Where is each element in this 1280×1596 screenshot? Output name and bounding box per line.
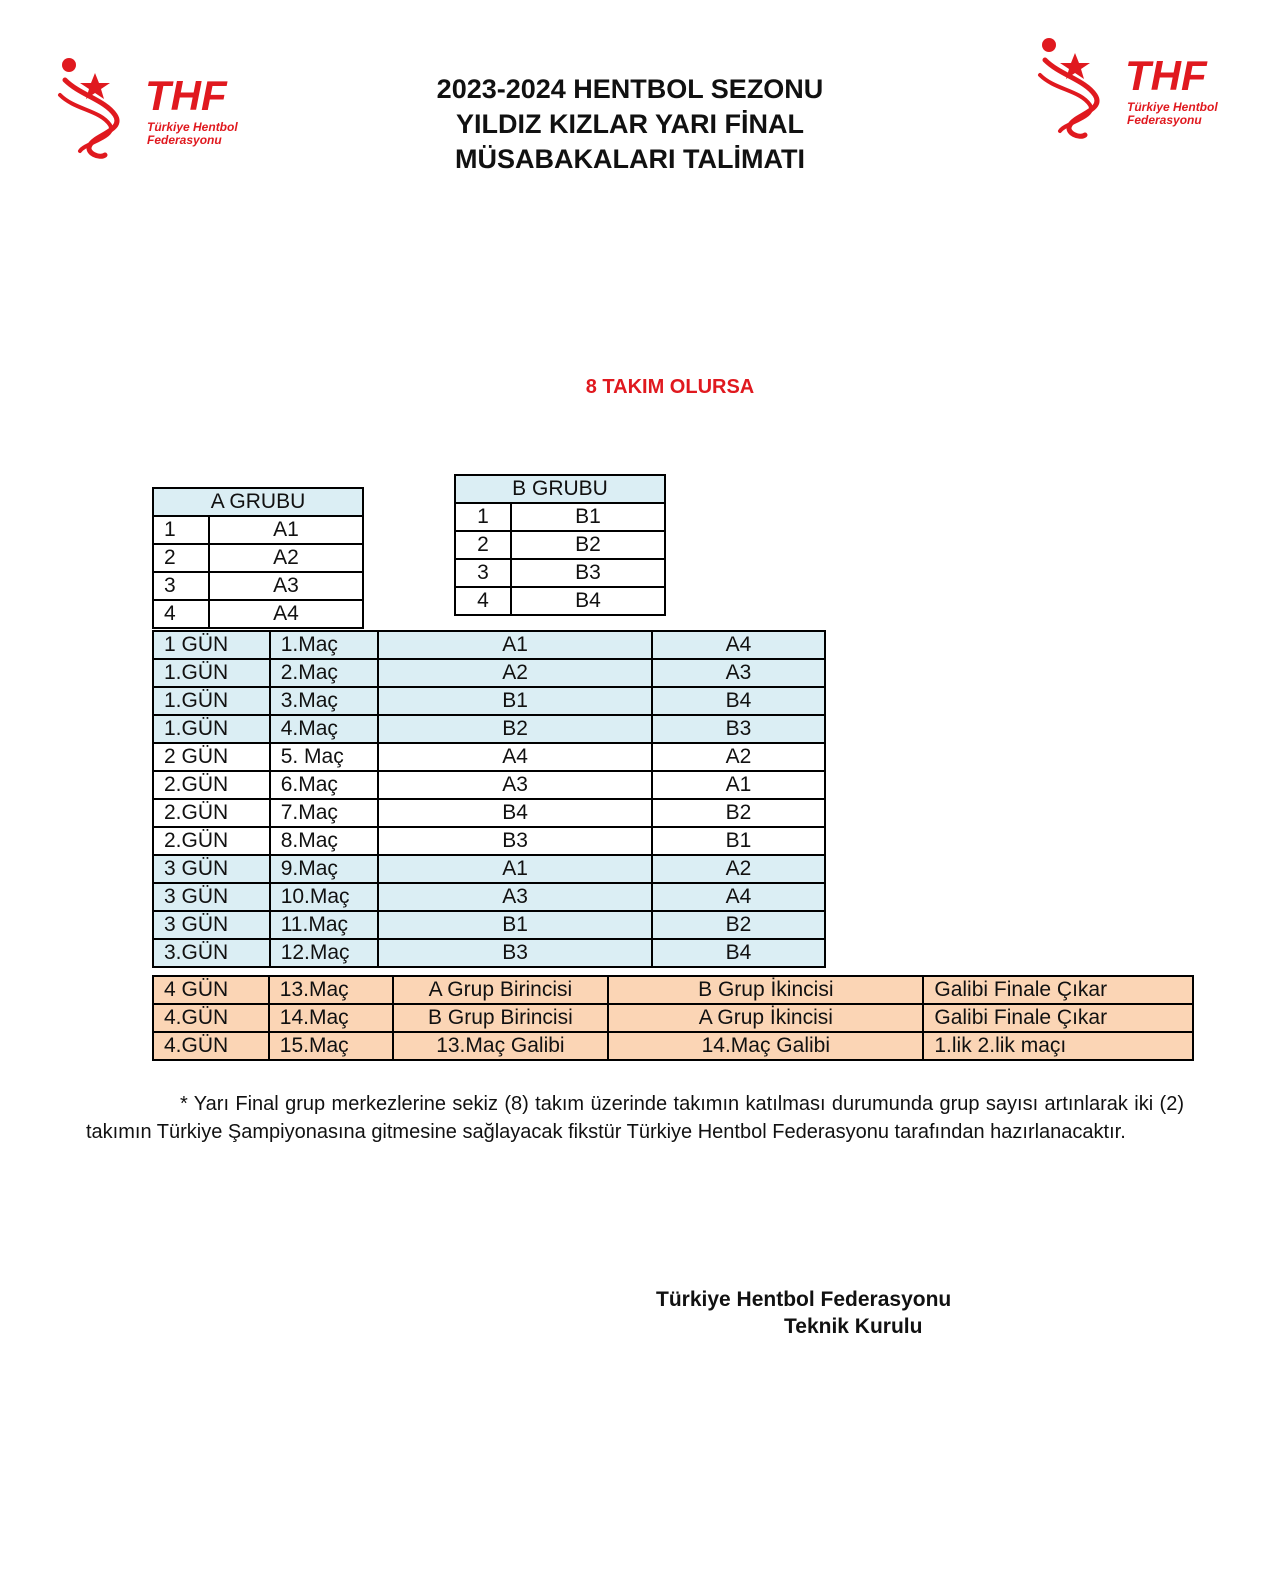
table-row: 2 A2 xyxy=(153,544,363,572)
table-row: 2 B2 xyxy=(455,531,665,559)
title-line-1: 2023-2024 HENTBOL SEZONU xyxy=(436,74,824,104)
svg-text:Federasyonu: Federasyonu xyxy=(1127,113,1202,127)
table-row: 1.GÜN 4.Maç B2 B3 xyxy=(153,715,825,743)
svg-text:Türkiye Hentbol: Türkiye Hentbol xyxy=(1127,100,1218,114)
table-row: 1 B1 xyxy=(455,503,665,531)
title-line-3: MÜSABAKALARI TALİMATI xyxy=(455,144,805,174)
group-b-table xyxy=(454,474,666,616)
group-b-title: B GRUBU xyxy=(455,475,665,503)
svg-text:Türkiye Hentbol: Türkiye Hentbol xyxy=(147,120,238,134)
table-row: 1.GÜN 3.Maç B1 B4 xyxy=(153,687,825,715)
table-row: 4 A4 xyxy=(153,600,363,628)
section-heading: 8 TAKIM OLURSA xyxy=(585,376,755,398)
signature xyxy=(656,1286,951,1340)
group-a-table xyxy=(152,487,364,629)
table-row: 1 GÜN 1.Maç A1 A4 xyxy=(153,631,825,659)
thf-logo-left xyxy=(55,55,265,165)
table-row: 1.GÜN 2.Maç A2 A3 xyxy=(153,659,825,687)
table-row: 4 GÜN 13.Maç A Grup Birincisi B Grup İkincisi Galibi Finale Çıkar xyxy=(153,976,1193,1004)
table-row: 3 A3 xyxy=(153,572,363,600)
thf-logo-right xyxy=(1035,35,1245,145)
footnote: * Yarı Final grup merkezlerine sekiz (8) takım üzerinde takımın katılması durumunda grup sayısı artınlarak iki (2) takımın Türkiye Şampiyonasına gitmesine sağlayacak fikstür Türkiye Hentbol Federasyonu tarafından hazırlanacaktır. xyxy=(86,1093,1184,1143)
table-row: 2 GÜN 5. Maç A4 A2 xyxy=(153,743,825,771)
table-row: 2.GÜN 7.Maç B4 B2 xyxy=(153,799,825,827)
logo-text: THF xyxy=(1125,52,1207,99)
fixtures-table xyxy=(152,630,826,968)
thf-logo-icon xyxy=(55,55,265,165)
table-row: 4.GÜN 15.Maç 13.Maç Galibi 14.Maç Galibi 1.lik 2.lik maçı xyxy=(153,1032,1193,1060)
table-row: 3 GÜN 9.Maç A1 A2 xyxy=(153,855,825,883)
group-a-title: A GRUBU xyxy=(153,488,363,516)
table-row: 4 B4 xyxy=(455,587,665,615)
table-row: 3 GÜN 10.Maç A3 A4 xyxy=(153,883,825,911)
table-row: 2.GÜN 6.Maç A3 A1 xyxy=(153,771,825,799)
document-title xyxy=(330,72,930,177)
table-row: 1 A1 xyxy=(153,516,363,544)
table-row: 4.GÜN 14.Maç B Grup Birincisi A Grup İkincisi Galibi Finale Çıkar xyxy=(153,1004,1193,1032)
table-row: 3 B3 xyxy=(455,559,665,587)
finals-table xyxy=(152,975,1194,1061)
table-row: 3 GÜN 11.Maç B1 B2 xyxy=(153,911,825,939)
logo-text: THF xyxy=(145,72,227,119)
table-row: 3.GÜN 12.Maç B3 B4 xyxy=(153,939,825,967)
svg-text:Federasyonu: Federasyonu xyxy=(147,133,222,147)
thf-logo-icon xyxy=(1035,35,1245,145)
table-row: 2.GÜN 8.Maç B3 B1 xyxy=(153,827,825,855)
title-line-2: YILDIZ KIZLAR YARI FİNAL xyxy=(455,109,804,139)
signature-line-2: Teknik Kurulu xyxy=(784,1315,923,1338)
signature-line-1: Türkiye Hentbol Federasyonu xyxy=(656,1288,952,1311)
